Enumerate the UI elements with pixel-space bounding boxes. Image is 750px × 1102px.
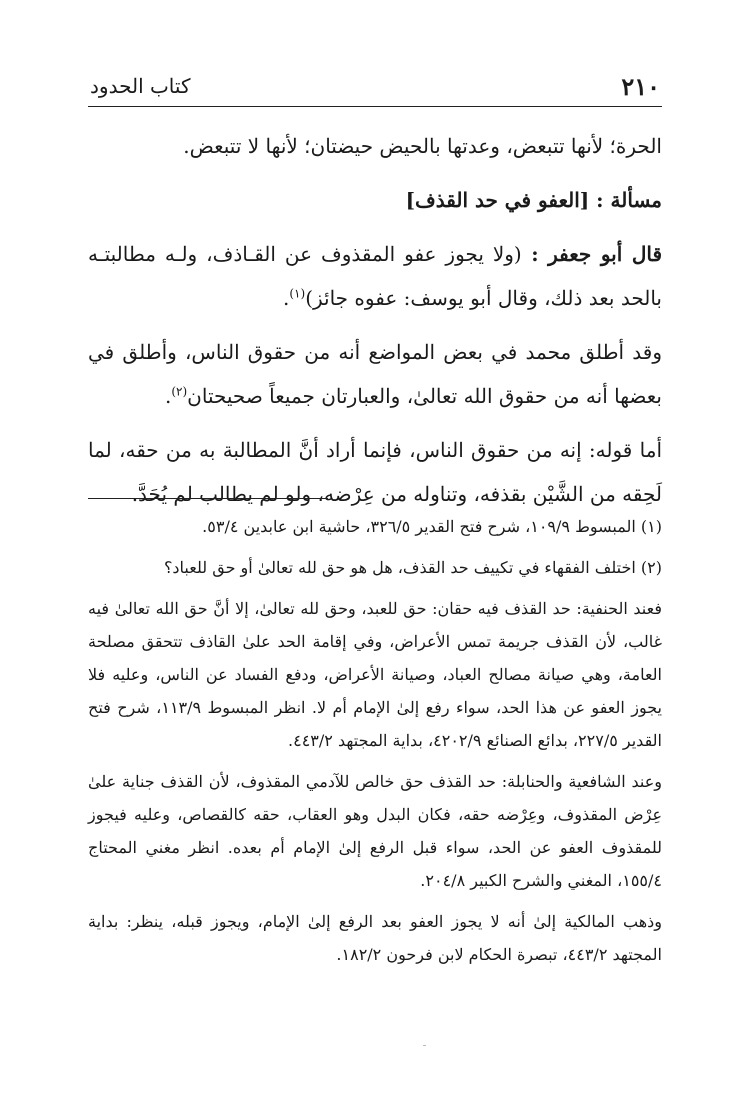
issue-heading [88,178,662,222]
issue-title: [العفو في حد القذف] [405,188,590,212]
print-speck [423,1045,426,1046]
sentence-end: . [164,384,172,408]
footnote-2-maliki: وذهب المالكية إلىٰ أنه لا يجوز العفو بعد الرفع إلىٰ الإمام، ويجوز قبله، ينظر: بداية المجتهد ٤٤٣/٢، تبصرة الحكام لابن فرحون ١٨٢/٢. [88,912,662,964]
page-header [88,70,662,107]
issue-label: مسألة : [589,188,662,212]
page-number: ٢١٠ [621,72,660,101]
speaker-label: قال أبو جعفر : [521,242,662,266]
paragraph-muhammad [88,330,662,418]
quote-text: (ولا يجوز عفو المقذوف عن القـاذف، ولـه مطالبتـه بالحد بعد ذلك، وقال أبو يوسف: عفوه جائز) [88,242,662,310]
footnote-2-question: (٢) اختلف الفقهاء في تكييف حد القذف، هل هو حق لله تعالىٰ أو حق للعباد؟ [163,558,662,577]
sentence-end: . [283,286,290,310]
paragraph-1: الحرة؛ لأنها تتبعض، وعدتها بالحيض حيضتان؛ لأنها لا تتبعض. [183,134,662,158]
paragraph-text: وقد أطلق محمد في بعض المواضع أنه من حقوق الناس، وأطلق في بعضها أنه من حقوق الله تعالىٰ، والعبارتان جميعاً صحيحتان [88,340,662,408]
footnote-2-shafii: وعند الشافعية والحنابلة: حد القذف حق خالص للآدمي المقذوف، لأن القذف جناية علىٰ عِرْض المقذوف، وعِرْضه حقه، فكان البدل وهو العقاب، حقه كالقصاص، وعليه فيجوز للمقذوف العفو عن الحد، سواء قبل الرفع إلىٰ الإمام أم بعده. انظر مغني المحتاج ١٥٥/٤، المغني والشرح الكبير ٢٠٤/٨. [88,772,662,890]
footnote-2-hanafi: فعند الحنفية: حد القذف فيه حقان: حق للعبد، وحق لله تعالىٰ، إلا أنَّ حق الله تعالىٰ فيه غالب، لأن القذف جريمة تمس الأعراض، وفي إقامة الحد علىٰ القاذف تتحقق مصلحة العامة، وهي صيانة مصالح العباد، وصيانة الأعراض، ودفع الفساد عن الناس، وعليه فلا يجوز العفو عن هذا الحد، سواء رفع إلىٰ الإمام أم لا. انظر المبسوط ١١٣/٩، شرح فتح القدير ٢٢٧/٥، بدائع الصنائع ٤٢٠٢/٩، بداية المجتهد ٤٤٣/٢. [88,599,663,750]
footnote-ref-2[interactable]: (٢) [171,384,188,399]
paragraph-abu-jafar [88,232,662,320]
paragraph-explanation: أما قوله: إنه من حقوق الناس، فإنما أراد أنَّ المطالبة به من حقه، لما لَحِقه من الشَّيْن بقذفه، وتناوله من عِرْضه، ولو لم يطالب لم يُحَدَّ. [88,438,662,506]
running-title: كتاب الحدود [90,74,191,98]
footnotes [88,510,662,979]
book-page [88,0,662,1102]
main-text [88,124,662,526]
footnote-1: (١) المبسوط ١٠٩/٩، شرح فتح القدير ٣٢٦/٥، حاشية ابن عابدين ٥٣/٤. [202,517,662,536]
footnote-separator [88,498,328,499]
footnote-ref-1[interactable]: (١) [289,286,306,301]
